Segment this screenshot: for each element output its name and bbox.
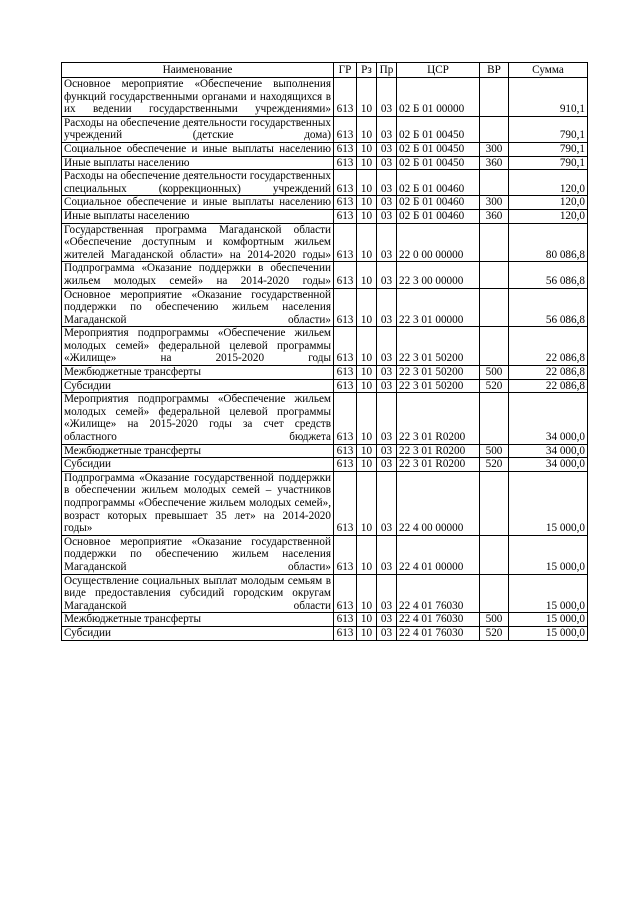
- cell-rz: 10: [357, 156, 377, 170]
- cell-sum: 15 000,0: [509, 535, 588, 574]
- cell-vr: 520: [480, 379, 509, 393]
- cell-vr: 300: [480, 142, 509, 156]
- table-row: [62, 393, 588, 444]
- cell-rz: 10: [357, 613, 377, 627]
- cell-csr: 22 3 01 R0200: [397, 444, 480, 458]
- header-rz: Рз: [357, 63, 377, 78]
- table-row: [62, 471, 588, 535]
- cell-name: Основное мероприятие «Обеспечение выполнения функций государственными органами и находящихся в их ведении государственными учреждениями»: [62, 78, 334, 117]
- cell-rz: 10: [357, 78, 377, 117]
- cell-csr: 22 3 01 50200: [397, 366, 480, 380]
- cell-pr: 03: [377, 613, 397, 627]
- cell-gr: 613: [334, 626, 357, 640]
- cell-name: Мероприятия подпрограммы «Обеспечение жильем молодых семей» федеральной целевой программы «Жилище» на 2015-2020 годы: [62, 327, 334, 366]
- cell-sum: 790,1: [509, 156, 588, 170]
- cell-pr: 03: [377, 170, 397, 196]
- header-sum: Сумма: [509, 63, 588, 78]
- cell-name: Иные выплаты населению: [62, 209, 334, 223]
- cell-pr: 03: [377, 458, 397, 472]
- cell-csr: 02 Б 01 00000: [397, 78, 480, 117]
- table-row: [62, 223, 588, 262]
- cell-vr: [480, 471, 509, 535]
- cell-rz: 10: [357, 288, 377, 327]
- table-row: [62, 196, 588, 210]
- cell-csr: 22 0 00 00000: [397, 223, 480, 262]
- cell-vr: [480, 288, 509, 327]
- cell-csr: 22 3 01 00000: [397, 288, 480, 327]
- cell-csr: 02 Б 01 00450: [397, 142, 480, 156]
- table-row: [62, 170, 588, 196]
- cell-vr: 520: [480, 458, 509, 472]
- cell-gr: 613: [334, 262, 357, 288]
- cell-name: Межбюджетные трансферты: [62, 613, 334, 627]
- header-row: [62, 63, 588, 78]
- cell-name: Осуществление социальных выплат молодым семьям в виде предоставления субсидий городским округам Магаданской области: [62, 574, 334, 613]
- cell-csr: 22 4 01 76030: [397, 626, 480, 640]
- table-body: [62, 78, 588, 641]
- cell-rz: 10: [357, 626, 377, 640]
- cell-csr: 22 3 01 R0200: [397, 393, 480, 444]
- cell-rz: 10: [357, 262, 377, 288]
- cell-rz: 10: [357, 379, 377, 393]
- cell-pr: 03: [377, 196, 397, 210]
- cell-sum: 15 000,0: [509, 613, 588, 627]
- cell-vr: [480, 170, 509, 196]
- cell-pr: 03: [377, 223, 397, 262]
- cell-gr: 613: [334, 223, 357, 262]
- budget-table: [61, 62, 588, 641]
- cell-vr: 300: [480, 196, 509, 210]
- table-row: [62, 78, 588, 117]
- cell-rz: 10: [357, 574, 377, 613]
- cell-rz: 10: [357, 471, 377, 535]
- cell-csr: 22 3 00 00000: [397, 262, 480, 288]
- cell-name: Социальное обеспечение и иные выплаты населению: [62, 196, 334, 210]
- cell-sum: 22 086,8: [509, 379, 588, 393]
- cell-name: Иные выплаты населению: [62, 156, 334, 170]
- cell-csr: 02 Б 01 00450: [397, 116, 480, 142]
- table-row: [62, 574, 588, 613]
- cell-gr: 613: [334, 393, 357, 444]
- cell-name: Расходы на обеспечение деятельности государственных учреждений (детские дома): [62, 116, 334, 142]
- cell-rz: 10: [357, 196, 377, 210]
- header-pr: Пр: [377, 63, 397, 78]
- cell-gr: 613: [334, 327, 357, 366]
- cell-vr: [480, 116, 509, 142]
- cell-gr: 613: [334, 613, 357, 627]
- cell-gr: 613: [334, 196, 357, 210]
- table-row: [62, 379, 588, 393]
- cell-name: Межбюджетные трансферты: [62, 444, 334, 458]
- cell-sum: 34 000,0: [509, 444, 588, 458]
- table-row: [62, 626, 588, 640]
- cell-gr: 613: [334, 78, 357, 117]
- cell-csr: 22 4 00 00000: [397, 471, 480, 535]
- cell-rz: 10: [357, 327, 377, 366]
- cell-rz: 10: [357, 535, 377, 574]
- cell-gr: 613: [334, 156, 357, 170]
- cell-name: Основное мероприятие «Оказание государственной поддержки по обеспечению жильем населения Магаданской области»: [62, 288, 334, 327]
- cell-pr: 03: [377, 327, 397, 366]
- cell-pr: 03: [377, 574, 397, 613]
- cell-gr: 613: [334, 574, 357, 613]
- cell-sum: 790,1: [509, 116, 588, 142]
- cell-rz: 10: [357, 458, 377, 472]
- cell-rz: 10: [357, 393, 377, 444]
- cell-sum: 15 000,0: [509, 626, 588, 640]
- cell-vr: 500: [480, 613, 509, 627]
- cell-vr: 500: [480, 366, 509, 380]
- table-row: [62, 613, 588, 627]
- cell-csr: 22 3 01 R0200: [397, 458, 480, 472]
- cell-pr: 03: [377, 626, 397, 640]
- table-row: [62, 444, 588, 458]
- cell-name: Расходы на обеспечение деятельности государственных специальных (коррекционных) учреждений: [62, 170, 334, 196]
- cell-vr: [480, 574, 509, 613]
- cell-name: Субсидии: [62, 626, 334, 640]
- cell-gr: 613: [334, 116, 357, 142]
- cell-pr: 03: [377, 535, 397, 574]
- table-row: [62, 366, 588, 380]
- cell-sum: 120,0: [509, 209, 588, 223]
- cell-gr: 613: [334, 458, 357, 472]
- cell-pr: 03: [377, 209, 397, 223]
- cell-pr: 03: [377, 156, 397, 170]
- cell-pr: 03: [377, 116, 397, 142]
- cell-name: Субсидии: [62, 379, 334, 393]
- cell-rz: 10: [357, 223, 377, 262]
- cell-gr: 613: [334, 379, 357, 393]
- table-row: [62, 156, 588, 170]
- cell-vr: [480, 262, 509, 288]
- cell-name: Субсидии: [62, 458, 334, 472]
- cell-pr: 03: [377, 142, 397, 156]
- cell-vr: [480, 327, 509, 366]
- cell-sum: 56 086,8: [509, 288, 588, 327]
- cell-csr: 02 Б 01 00450: [397, 156, 480, 170]
- cell-rz: 10: [357, 142, 377, 156]
- cell-sum: 910,1: [509, 78, 588, 117]
- cell-name: Подпрограмма «Оказание поддержки в обеспечении жильем молодых семей» на 2014-2020 годы»: [62, 262, 334, 288]
- cell-pr: 03: [377, 393, 397, 444]
- cell-vr: 520: [480, 626, 509, 640]
- cell-csr: 22 3 01 50200: [397, 379, 480, 393]
- cell-rz: 10: [357, 366, 377, 380]
- cell-sum: 790,1: [509, 142, 588, 156]
- cell-name: Подпрограмма «Оказание государственной поддержки в обеспечении жильем молодых семей – участников подпрограммы «Обеспечение жильем молодых семей», возраст которых превышает 35 лет» на 2014-2020 годы»: [62, 471, 334, 535]
- table-row: [62, 116, 588, 142]
- table-row: [62, 535, 588, 574]
- cell-vr: [480, 535, 509, 574]
- cell-gr: 613: [334, 288, 357, 327]
- cell-pr: 03: [377, 379, 397, 393]
- cell-rz: 10: [357, 209, 377, 223]
- cell-sum: 80 086,8: [509, 223, 588, 262]
- cell-name: Основное мероприятие «Оказание государственной поддержки по обеспечению жильем населения Магаданской области»: [62, 535, 334, 574]
- table-row: [62, 458, 588, 472]
- cell-sum: 56 086,8: [509, 262, 588, 288]
- cell-csr: 02 Б 01 00460: [397, 196, 480, 210]
- cell-vr: [480, 393, 509, 444]
- cell-csr: 22 4 01 76030: [397, 574, 480, 613]
- cell-gr: 613: [334, 170, 357, 196]
- cell-vr: [480, 78, 509, 117]
- header-csr: ЦСР: [397, 63, 480, 78]
- cell-csr: 02 Б 01 00460: [397, 170, 480, 196]
- cell-rz: 10: [357, 116, 377, 142]
- cell-csr: 22 4 01 00000: [397, 535, 480, 574]
- cell-name: Социальное обеспечение и иные выплаты населению: [62, 142, 334, 156]
- cell-pr: 03: [377, 262, 397, 288]
- header-vr: ВР: [480, 63, 509, 78]
- cell-pr: 03: [377, 471, 397, 535]
- cell-sum: 22 086,8: [509, 327, 588, 366]
- cell-gr: 613: [334, 444, 357, 458]
- cell-sum: 15 000,0: [509, 574, 588, 613]
- cell-sum: 120,0: [509, 170, 588, 196]
- header-gr: ГР: [334, 63, 357, 78]
- cell-csr: 22 3 01 50200: [397, 327, 480, 366]
- table-row: [62, 209, 588, 223]
- cell-gr: 613: [334, 209, 357, 223]
- cell-csr: 22 4 01 76030: [397, 613, 480, 627]
- cell-sum: 34 000,0: [509, 393, 588, 444]
- cell-gr: 613: [334, 535, 357, 574]
- cell-sum: 22 086,8: [509, 366, 588, 380]
- table-row: [62, 142, 588, 156]
- header-name: Наименование: [62, 63, 334, 78]
- cell-rz: 10: [357, 444, 377, 458]
- cell-vr: 360: [480, 156, 509, 170]
- cell-rz: 10: [357, 170, 377, 196]
- table-row: [62, 262, 588, 288]
- cell-name: Государственная программа Магаданской области «Обеспечение доступным и комфортным жильем жителей Магаданской области» на 2014-2020 годы»: [62, 223, 334, 262]
- cell-pr: 03: [377, 444, 397, 458]
- cell-gr: 613: [334, 366, 357, 380]
- table-row: [62, 327, 588, 366]
- cell-name: Мероприятия подпрограммы «Обеспечение жильем молодых семей» федеральной целевой программы «Жилище» на 2015-2020 годы за счет средств областного бюджета: [62, 393, 334, 444]
- cell-csr: 02 Б 01 00460: [397, 209, 480, 223]
- cell-vr: 360: [480, 209, 509, 223]
- cell-pr: 03: [377, 78, 397, 117]
- cell-vr: [480, 223, 509, 262]
- table-row: [62, 288, 588, 327]
- cell-gr: 613: [334, 471, 357, 535]
- cell-pr: 03: [377, 288, 397, 327]
- cell-sum: 34 000,0: [509, 458, 588, 472]
- cell-sum: 120,0: [509, 196, 588, 210]
- cell-name: Межбюджетные трансферты: [62, 366, 334, 380]
- cell-vr: 500: [480, 444, 509, 458]
- cell-pr: 03: [377, 366, 397, 380]
- cell-gr: 613: [334, 142, 357, 156]
- cell-sum: 15 000,0: [509, 471, 588, 535]
